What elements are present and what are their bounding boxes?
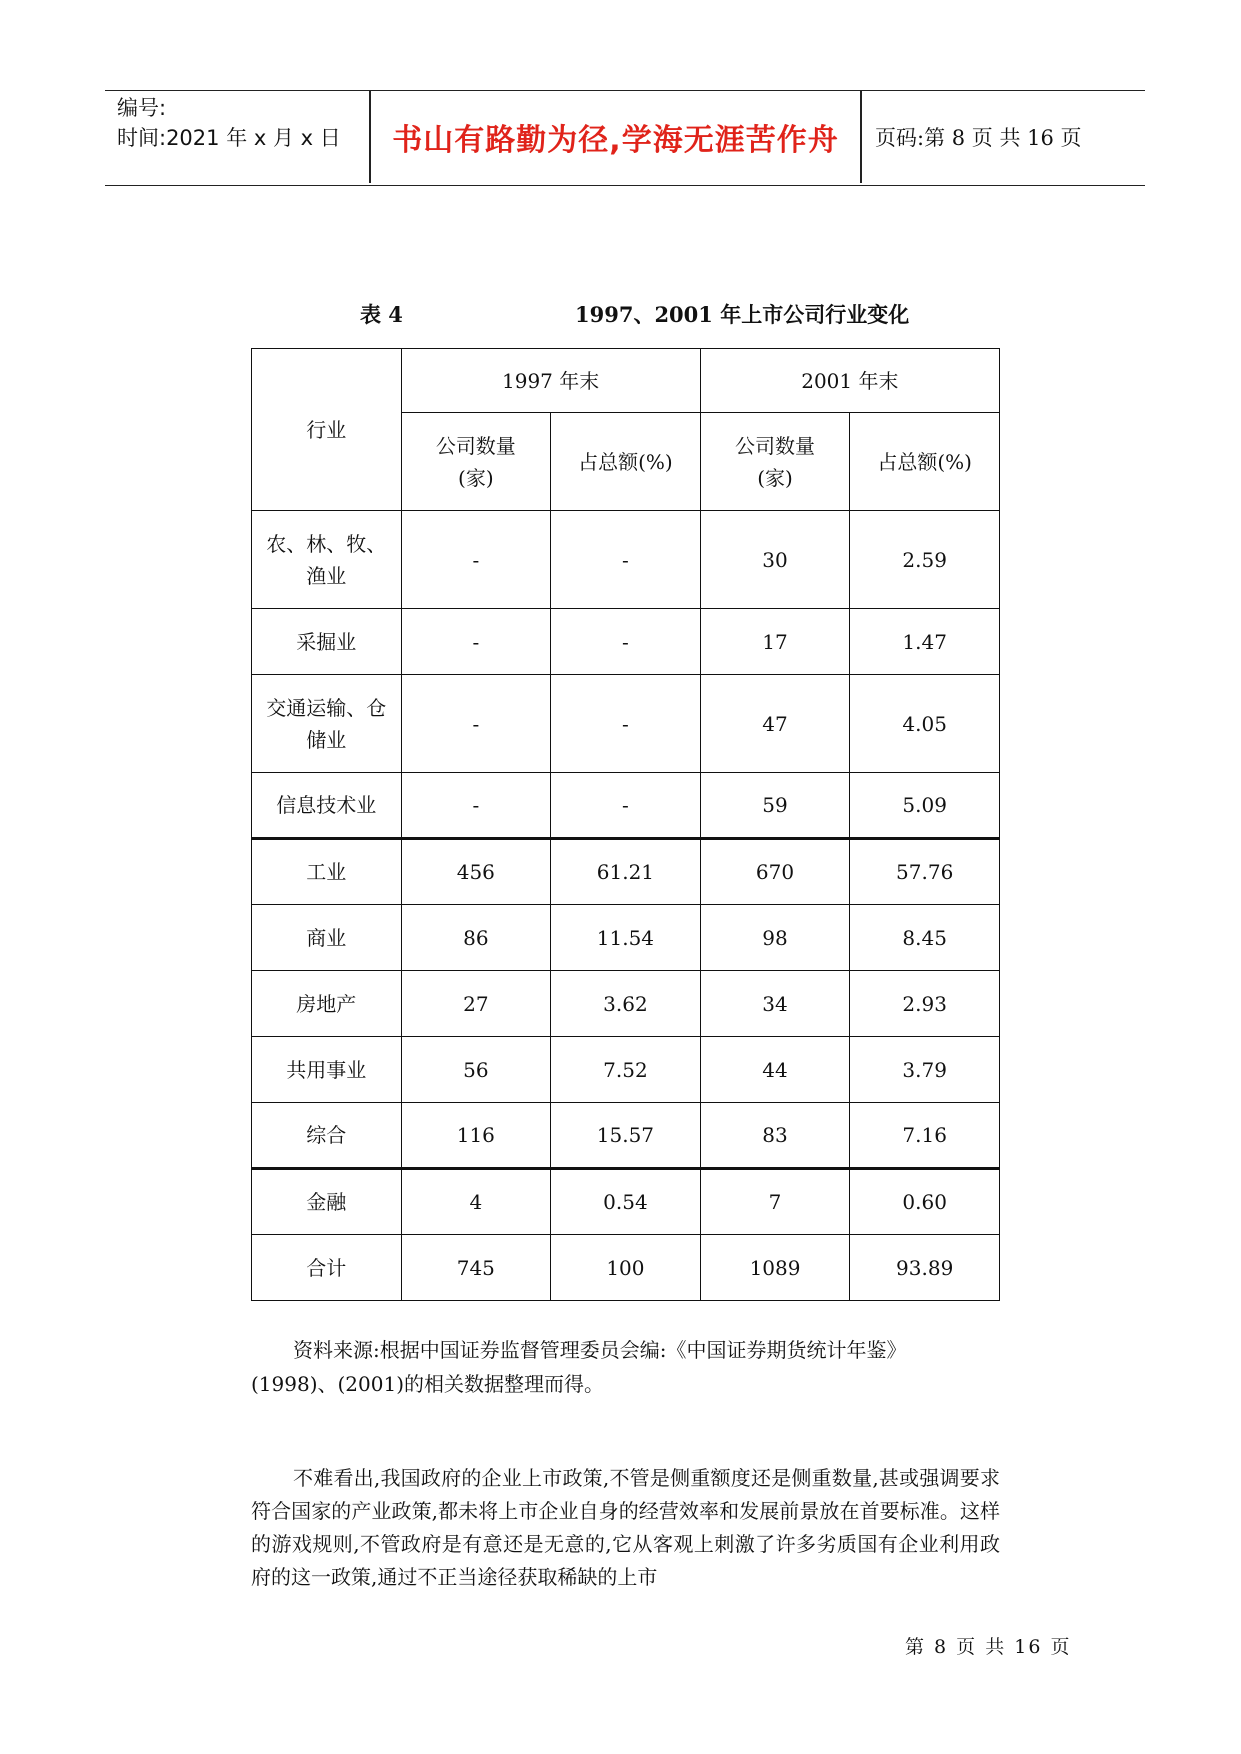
share-1997-cell: - bbox=[551, 675, 701, 773]
count-1997-cell: 745 bbox=[401, 1235, 551, 1301]
table-header-row bbox=[252, 349, 1000, 413]
number-label: 编号: bbox=[117, 96, 167, 120]
table-caption bbox=[0, 299, 1241, 329]
page-header bbox=[105, 90, 1145, 186]
count-2001-cell: 47 bbox=[700, 675, 850, 773]
industry-line: 共用事业 bbox=[286, 1057, 367, 1082]
table-row bbox=[252, 511, 1000, 609]
share-2001-cell: 57.76 bbox=[850, 839, 1000, 905]
table-title: 1997、2001 年上市公司行业变化 bbox=[575, 302, 910, 327]
share-1997-cell: 100 bbox=[551, 1235, 701, 1301]
count-2001-cell: 30 bbox=[700, 511, 850, 609]
table-row bbox=[252, 905, 1000, 971]
count-2001-cell: 83 bbox=[700, 1103, 850, 1169]
body-paragraph: 不难看出,我国政府的企业上市政策,不管是侧重额度还是侧重数量,甚或强调要求符合国家的产业政策,都未将上市企业自身的经营效率和发展前景放在首要标准。这样的游戏规则,不管政府是有意还是无意的,它从客观上刺激了许多劣质国有企业利用政府的这一政策,通过不正当途径获取稀缺的上市 bbox=[251, 1466, 1000, 1589]
share-1997-cell: 3.62 bbox=[551, 971, 701, 1037]
industry-cell bbox=[252, 1169, 402, 1235]
subheader-count-line2: (家) bbox=[458, 465, 494, 490]
industry-line: 农、林、牧、 bbox=[266, 531, 387, 556]
count-1997-cell: 56 bbox=[401, 1037, 551, 1103]
table-row bbox=[252, 675, 1000, 773]
subheader-count-line1: 公司数量 bbox=[435, 433, 516, 458]
count-1997-cell: - bbox=[401, 773, 551, 839]
share-1997-cell: - bbox=[551, 773, 701, 839]
share-1997-cell: 15.57 bbox=[551, 1103, 701, 1169]
share-2001-cell: 1.47 bbox=[850, 609, 1000, 675]
count-2001-cell: 17 bbox=[700, 609, 850, 675]
industry-cell bbox=[252, 839, 402, 905]
count-1997-cell: - bbox=[401, 511, 551, 609]
share-2001-cell: 4.05 bbox=[850, 675, 1000, 773]
count-2001-cell: 34 bbox=[700, 971, 850, 1037]
table-label: 表 4 bbox=[360, 302, 403, 327]
table-row bbox=[252, 1235, 1000, 1301]
share-2001-cell: 2.93 bbox=[850, 971, 1000, 1037]
share-1997-cell: 7.52 bbox=[551, 1037, 701, 1103]
industry-cell bbox=[252, 1103, 402, 1169]
subheader-count-line1: 公司数量 bbox=[735, 433, 816, 458]
industry-line: 工业 bbox=[306, 860, 347, 884]
count-1997-cell: 116 bbox=[401, 1103, 551, 1169]
count-1997-cell: 4 bbox=[401, 1169, 551, 1235]
table-row bbox=[252, 971, 1000, 1037]
subheader-count-2001 bbox=[700, 413, 850, 511]
time-label: 时间:2021 年 x 月 x 日 bbox=[117, 126, 341, 150]
header-divider bbox=[860, 91, 862, 183]
share-1997-cell: - bbox=[551, 609, 701, 675]
header-motto: 书山有路勤为径,学海无涯苦作舟 bbox=[392, 123, 839, 158]
industry-line: 综合 bbox=[306, 1123, 347, 1147]
subheader-share-1997: 占总额(%) bbox=[551, 413, 701, 511]
table-row bbox=[252, 1169, 1000, 1235]
industry-cell bbox=[252, 971, 402, 1037]
count-2001-cell: 59 bbox=[700, 773, 850, 839]
count-1997-cell: 86 bbox=[401, 905, 551, 971]
industry-line: 采掘业 bbox=[296, 629, 357, 654]
table-row bbox=[252, 1103, 1000, 1169]
count-1997-cell: - bbox=[401, 675, 551, 773]
share-1997-cell: 61.21 bbox=[551, 839, 701, 905]
industry-line: 房地产 bbox=[296, 991, 357, 1016]
table-row bbox=[252, 609, 1000, 675]
industry-line: 储业 bbox=[306, 727, 347, 752]
count-2001-cell: 670 bbox=[700, 839, 850, 905]
count-1997-cell: - bbox=[401, 609, 551, 675]
share-1997-cell: - bbox=[551, 511, 701, 609]
share-2001-cell: 0.60 bbox=[850, 1169, 1000, 1235]
industry-cell bbox=[252, 1037, 402, 1103]
share-2001-cell: 7.16 bbox=[850, 1103, 1000, 1169]
share-1997-cell: 11.54 bbox=[551, 905, 701, 971]
industry-line: 合计 bbox=[306, 1255, 347, 1280]
header-meta bbox=[117, 93, 367, 183]
industry-cell bbox=[252, 1235, 402, 1301]
share-2001-cell: 93.89 bbox=[850, 1235, 1000, 1301]
industry-header: 行业 bbox=[252, 349, 402, 511]
industry-line: 交通运输、仓 bbox=[266, 695, 387, 720]
industry-line: 信息技术业 bbox=[276, 793, 377, 817]
industry-table bbox=[251, 348, 1000, 1301]
source-line-1: 资料来源:根据中国证券监督管理委员会编:《中国证券期货统计年鉴》 bbox=[293, 1338, 907, 1362]
header-page-code: 页码:第 8 页 共 16 页 bbox=[875, 126, 1082, 150]
industry-line: 渔业 bbox=[306, 563, 347, 588]
count-1997-cell: 27 bbox=[401, 971, 551, 1037]
share-2001-cell: 2.59 bbox=[850, 511, 1000, 609]
share-2001-cell: 8.45 bbox=[850, 905, 1000, 971]
share-2001-cell: 3.79 bbox=[850, 1037, 1000, 1103]
share-2001-cell: 5.09 bbox=[850, 773, 1000, 839]
share-1997-cell: 0.54 bbox=[551, 1169, 701, 1235]
source-note bbox=[251, 1333, 1011, 1401]
count-1997-cell: 456 bbox=[401, 839, 551, 905]
industry-cell bbox=[252, 773, 402, 839]
industry-cell bbox=[252, 905, 402, 971]
industry-line: 金融 bbox=[306, 1190, 347, 1214]
count-2001-cell: 98 bbox=[700, 905, 850, 971]
table-row bbox=[252, 1037, 1000, 1103]
table-row bbox=[252, 839, 1000, 905]
table-row bbox=[252, 773, 1000, 839]
industry-cell bbox=[252, 609, 402, 675]
industry-cell bbox=[252, 675, 402, 773]
group-header-2001: 2001 年末 bbox=[700, 349, 999, 413]
page-footer: 第 8 页 共 16 页 bbox=[905, 1636, 1072, 1658]
subheader-count-1997 bbox=[401, 413, 551, 511]
industry-line: 商业 bbox=[306, 925, 347, 950]
source-line-2: (1998)、(2001)的相关数据整理而得。 bbox=[251, 1372, 605, 1396]
count-2001-cell: 7 bbox=[700, 1169, 850, 1235]
count-2001-cell: 1089 bbox=[700, 1235, 850, 1301]
group-header-1997: 1997 年末 bbox=[401, 349, 700, 413]
subheader-share-2001: 占总额(%) bbox=[850, 413, 1000, 511]
subheader-count-line2: (家) bbox=[757, 465, 793, 490]
count-2001-cell: 44 bbox=[700, 1037, 850, 1103]
industry-cell bbox=[252, 511, 402, 609]
